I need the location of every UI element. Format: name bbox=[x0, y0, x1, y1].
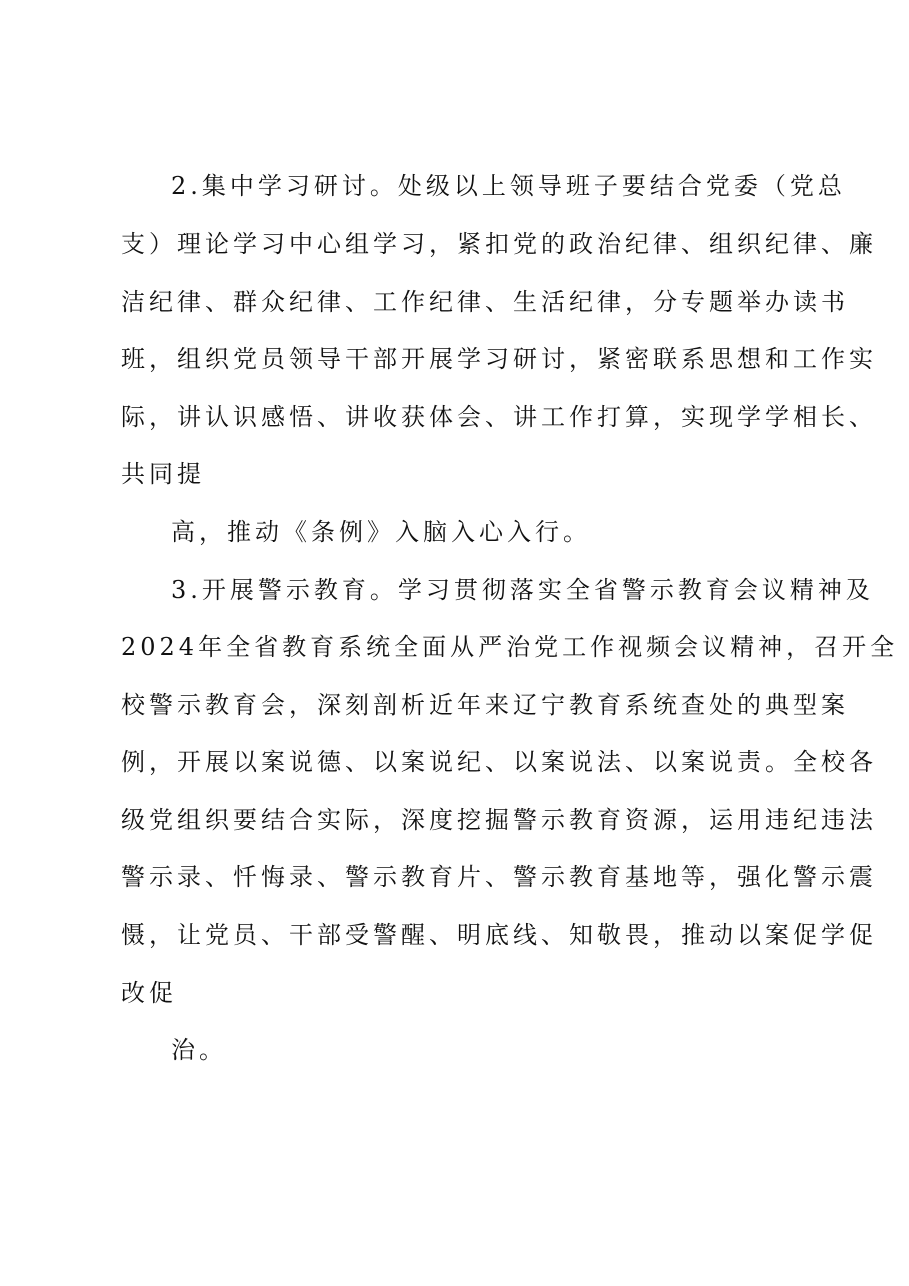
paragraph-3-line-8: 改促 bbox=[121, 979, 177, 1007]
paragraph-3-line-1: 3.开展警示教育。学习贯彻落实全省警示教育会议精神及 bbox=[171, 576, 874, 604]
paragraph-2-line-1: 2.集中学习研讨。处级以上领导班子要结合党委（党总 bbox=[171, 172, 846, 200]
paragraph-2-line-5: 际，讲认识感悟、讲收获体会、讲工作打算，实现学学相长、 bbox=[121, 403, 877, 431]
paragraph-3-line-3: 校警示教育会，深刻剖析近年来辽宁教育系统查处的典型案 bbox=[121, 691, 849, 719]
paragraph-3-line-2: 2024年全省教育系统全面从严治党工作视频会议精神，召开全 bbox=[121, 633, 899, 661]
paragraph-2-line-7: 高，推动《条例》入脑入心入行。 bbox=[171, 518, 591, 546]
paragraph-3-line-7: 慑，让党员、干部受警醒、明底线、知敬畏，推动以案促学促 bbox=[121, 921, 877, 949]
paragraph-2-line-6: 共同提 bbox=[121, 460, 205, 488]
paragraph-2-line-3: 洁纪律、群众纪律、工作纪律、生活纪律，分专题举办读书 bbox=[121, 288, 849, 316]
paragraph-2-line-4: 班，组织党员领导干部开展学习研讨，紧密联系思想和工作实 bbox=[121, 345, 877, 373]
paragraph-2-line-2: 支）理论学习中心组学习，紧扣党的政治纪律、组织纪律、廉 bbox=[121, 230, 877, 258]
paragraph-3-line-6: 警示录、忏悔录、警示教育片、警示教育基地等，强化警示震 bbox=[121, 863, 877, 891]
paragraph-3-line-4: 例，开展以案说德、以案说纪、以案说法、以案说责。全校各 bbox=[121, 748, 877, 776]
paragraph-3-line-5: 级党组织要结合实际，深度挖掘警示教育资源，运用违纪违法 bbox=[121, 806, 877, 834]
paragraph-3-line-9: 治。 bbox=[171, 1036, 227, 1064]
